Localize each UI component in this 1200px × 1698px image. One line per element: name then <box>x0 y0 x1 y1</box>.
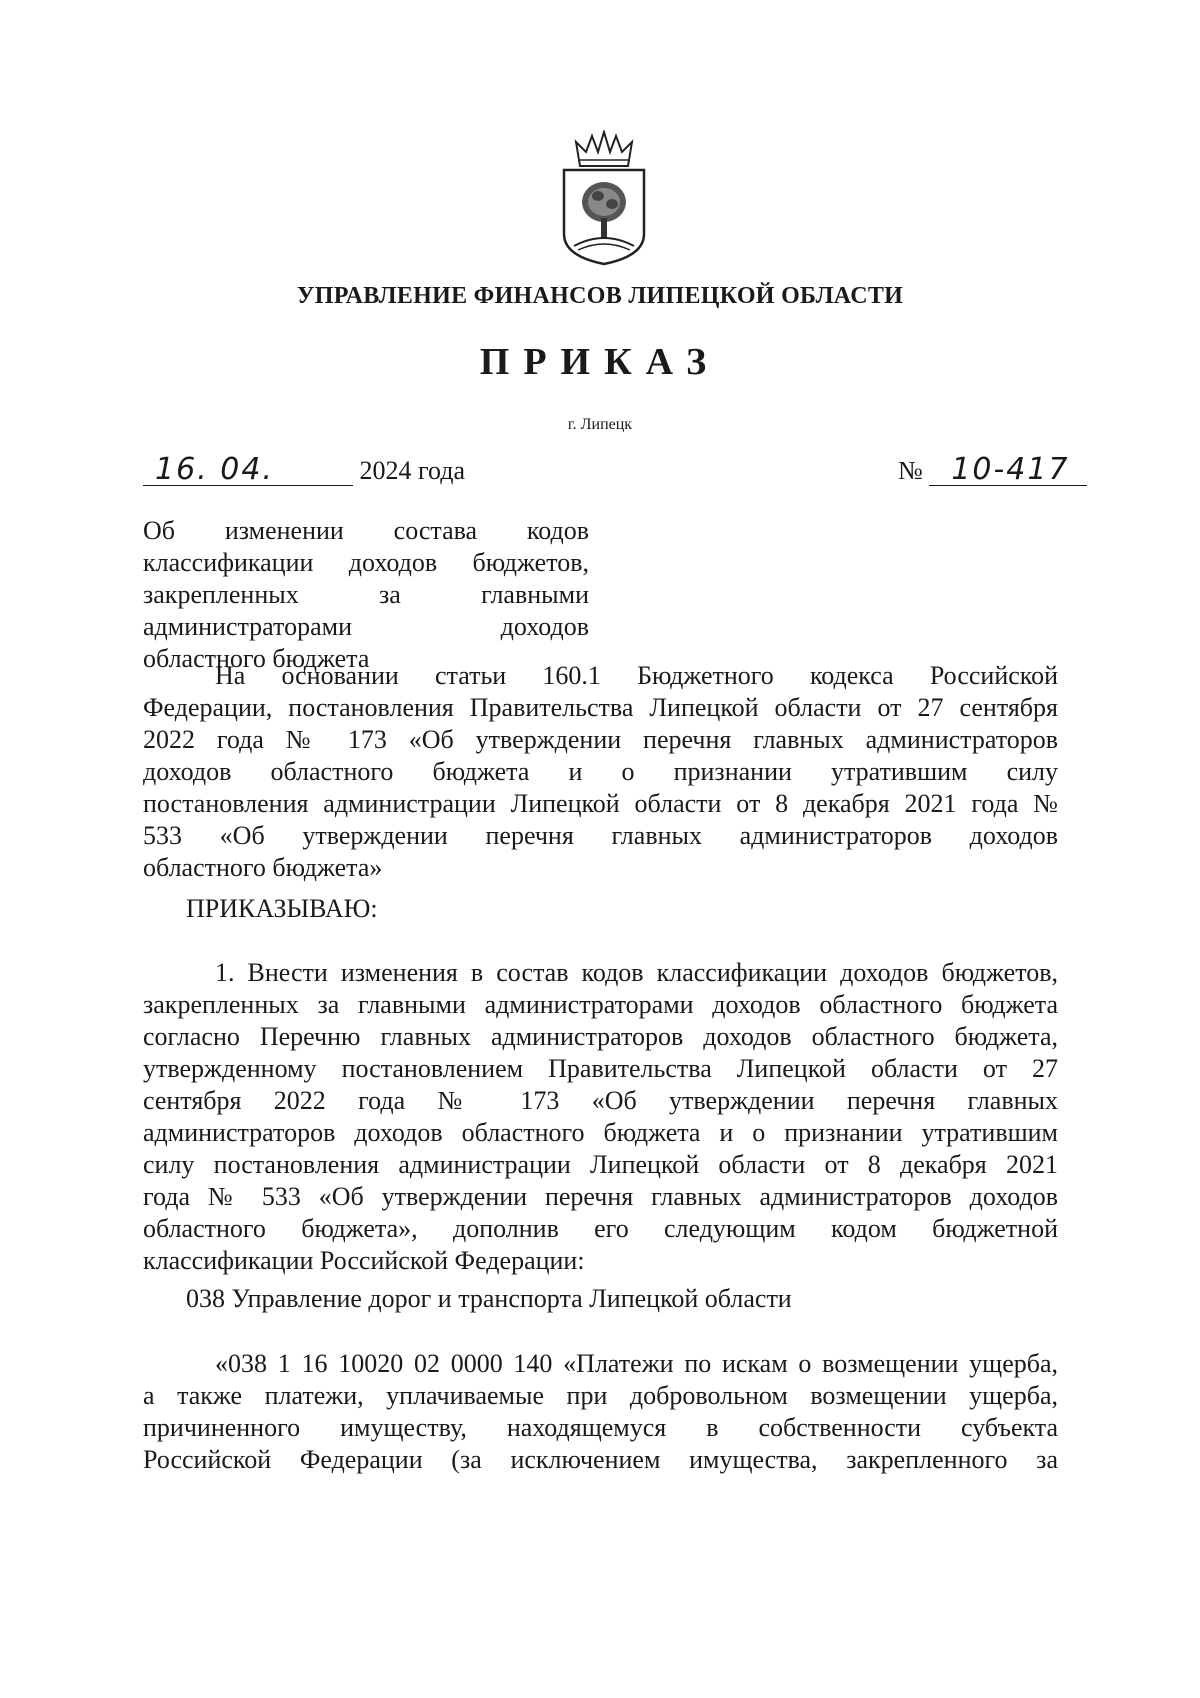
document-type-title: ПРИКАЗ <box>479 341 721 383</box>
date-line <box>143 452 466 487</box>
item-1-line: согласно Перечню главных администраторов доходов областного бюджета, <box>143 1022 1058 1051</box>
preamble-line: областного бюджета» <box>143 853 383 882</box>
item-1-line: года № 533 «Об утверждении перечня главных администраторов доходов <box>143 1182 1058 1211</box>
code-entry-line: а также платежи, уплачиваемые при добровольном возмещении ущерба, <box>143 1381 1058 1410</box>
item-1-line: силу постановления администрации Липецкой области от 8 декабря 2021 <box>143 1150 1058 1179</box>
preamble-paragraph <box>143 660 1058 884</box>
administrator-heading: 038 Управление дорог и транспорта Липецкой области <box>186 1284 792 1313</box>
item-1-line: сентября 2022 года № 173 «Об утверждении перечня главных <box>143 1086 1058 1115</box>
code-entry-line: причиненного имуществу, находящемуся в собственности субъекта <box>143 1413 1058 1442</box>
order-subject <box>143 515 589 675</box>
item-1-line: 1. Внести изменения в состав кодов классификации доходов бюджетов, <box>215 958 1058 987</box>
code-entry-paragraph <box>143 1348 1058 1476</box>
preamble-line: Федерации, постановления Правительства Липецкой области от 27 сентября <box>143 693 1058 722</box>
year-text: 2024 года <box>359 456 466 485</box>
coat-of-arms-icon <box>558 130 650 266</box>
subject-line: Об изменении состава кодов <box>143 516 589 545</box>
item-1-line: областного бюджета», дополнив его следующим кодом бюджетной <box>143 1214 1058 1243</box>
code-entry-line: «038 1 16 10020 02 0000 140 «Платежи по искам о возмещении ущерба, <box>215 1349 1058 1378</box>
preamble-line: постановления администрации Липецкой области от 8 декабря 2021 года № <box>143 789 1058 818</box>
subject-line: закрепленных за главными <box>143 580 589 609</box>
subject-line: областного бюджета <box>143 644 370 673</box>
preamble-line: 533 «Об утверждении перечня главных администраторов доходов <box>143 821 1058 850</box>
document-number-line <box>898 452 1087 487</box>
item-1-line: закрепленных за главными администраторами доходов областного бюджета <box>143 990 1058 1019</box>
item-1-line: утвержденному постановлением Правительства Липецкой области от 27 <box>143 1054 1058 1083</box>
preamble-line: 2022 года № 173 «Об утверждении перечня главных администраторов <box>143 725 1058 754</box>
item-1-paragraph <box>143 957 1058 1277</box>
city-name: г. Липецк <box>567 416 633 433</box>
number-sign: № <box>898 456 923 485</box>
item-1-line: классификации Российской Федерации: <box>143 1246 585 1275</box>
subject-line: администраторами доходов <box>143 612 589 641</box>
handwritten-date: 16. 04. <box>143 455 353 486</box>
item-1-line: администраторов доходов областного бюджета и о признании утратившим <box>143 1118 1058 1147</box>
preamble-line: На основании статьи 160.1 Бюджетного кодекса Российской <box>215 661 1058 690</box>
subject-line: классификации доходов бюджетов, <box>143 548 589 577</box>
preamble-line: доходов областного бюджета и о признании утратившим силу <box>143 757 1058 786</box>
organization-name: УПРАВЛЕНИЕ ФИНАНСОВ ЛИПЕЦКОЙ ОБЛАСТИ <box>296 283 904 309</box>
handwritten-document-number: 10-417 <box>929 455 1087 486</box>
order-word: ПРИКАЗЫВАЮ: <box>186 894 378 923</box>
code-entry-line: Российской Федерации (за исключением имущества, закрепленного за <box>143 1445 1058 1474</box>
